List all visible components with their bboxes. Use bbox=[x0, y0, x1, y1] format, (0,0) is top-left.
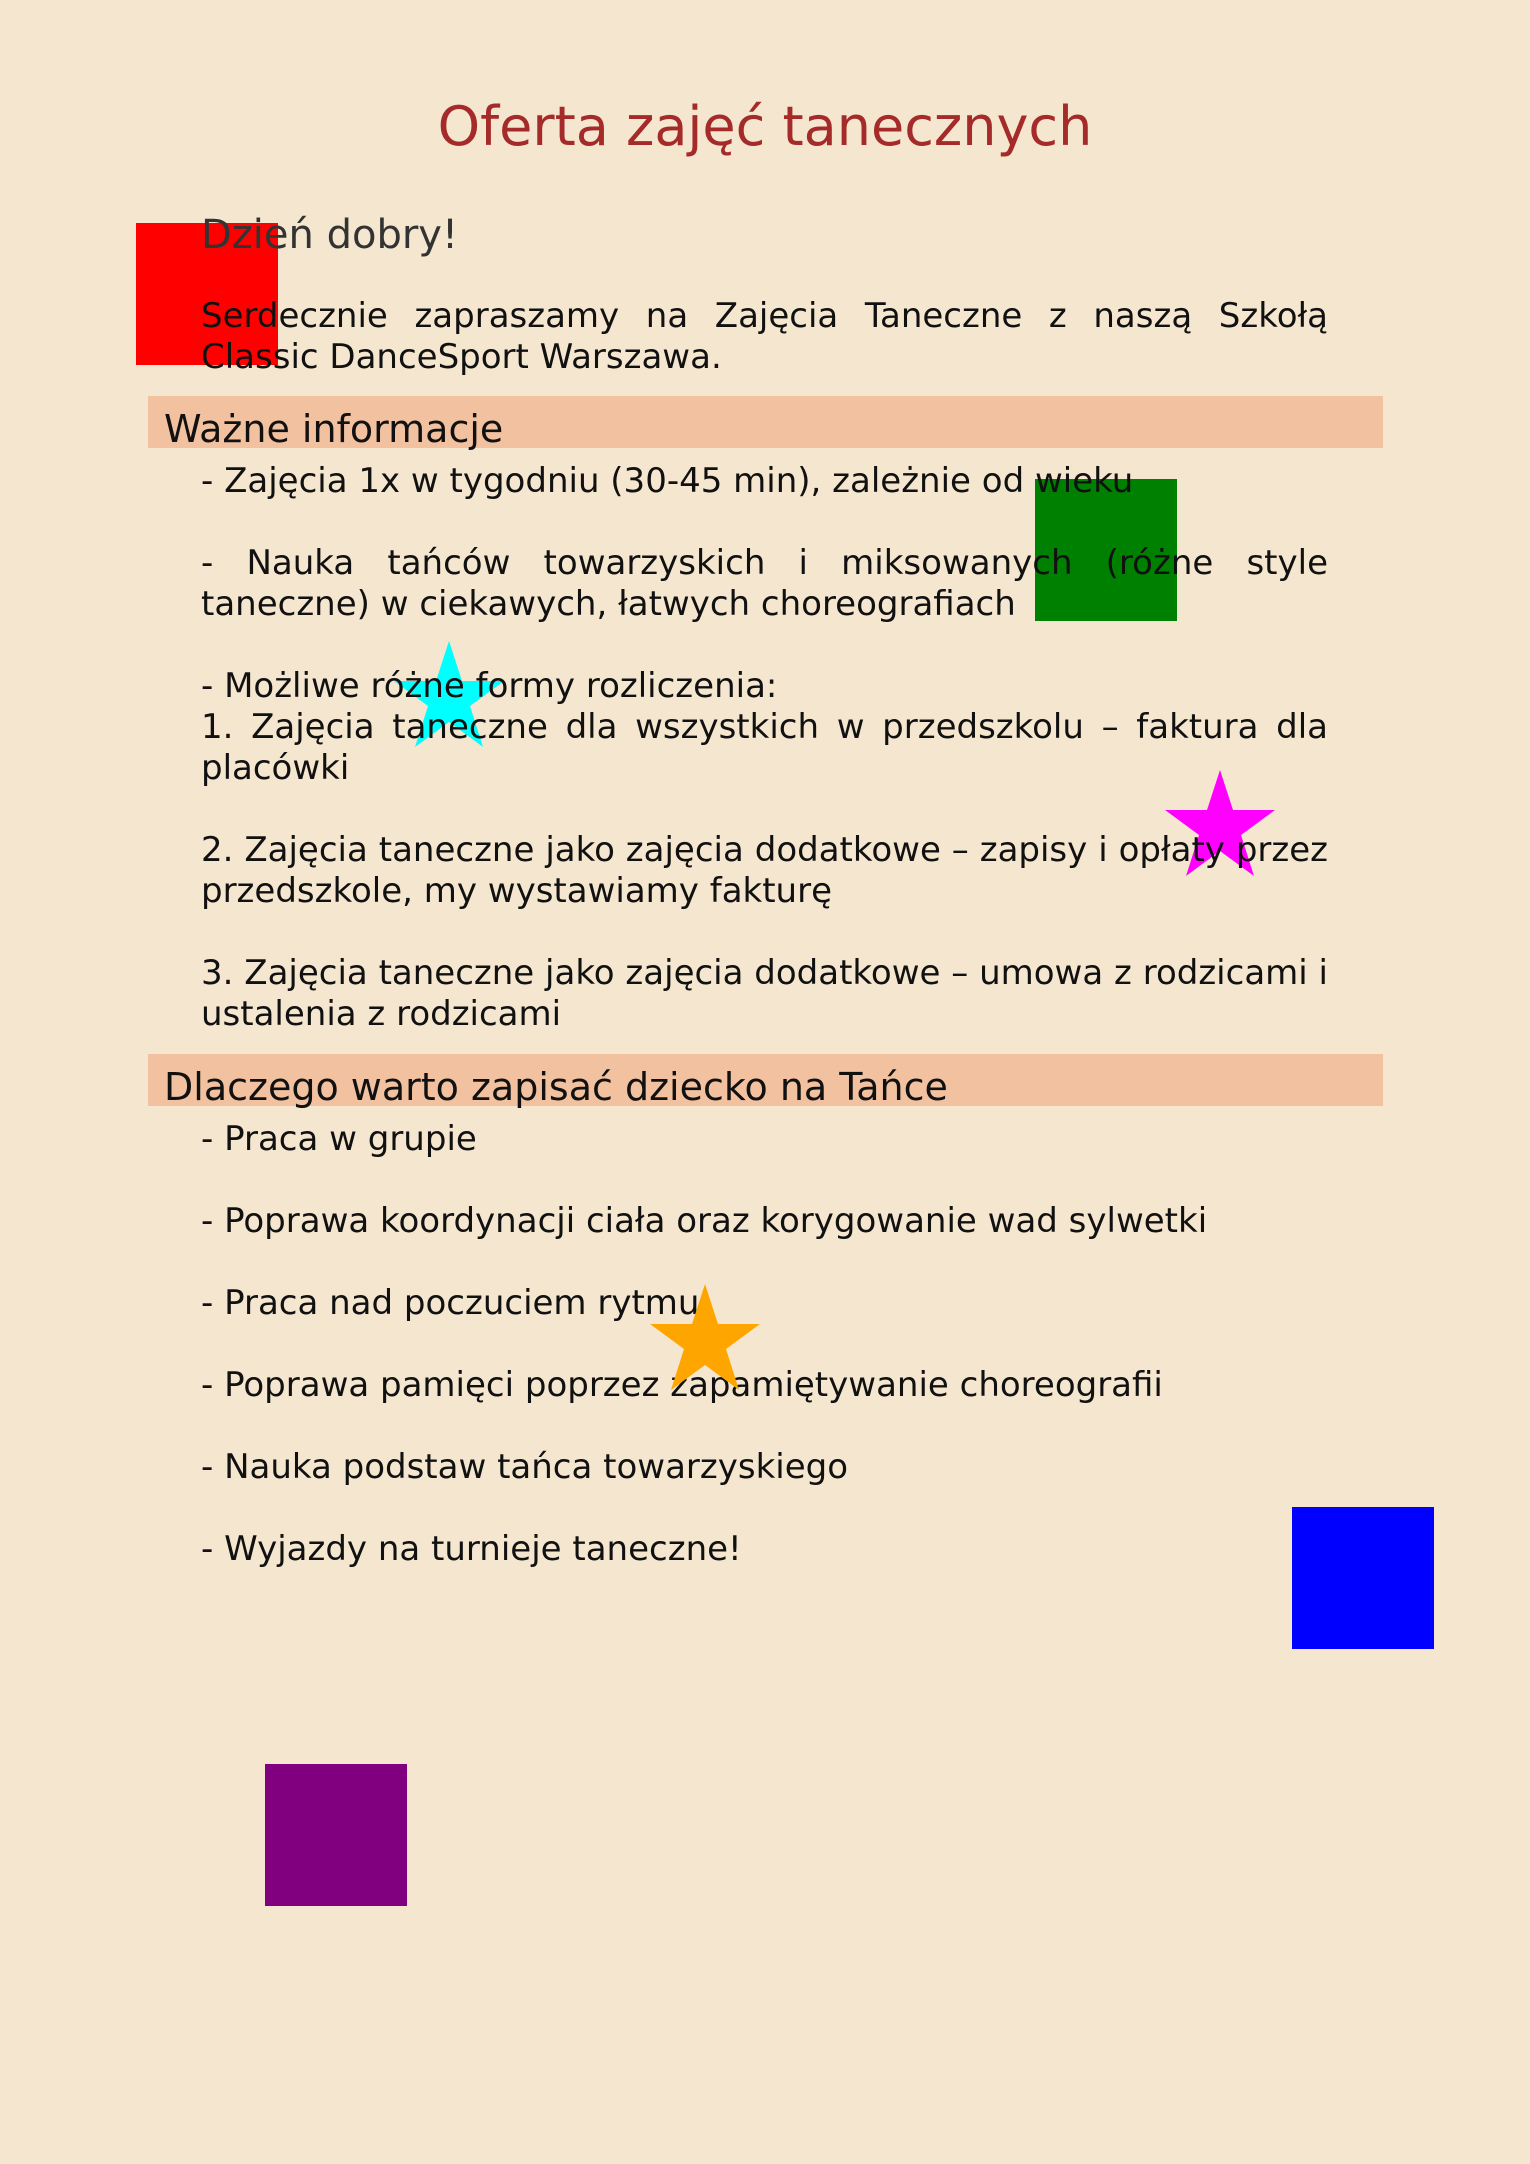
benefit-item: - Wyjazdy na turnieje taneczne! bbox=[201, 1529, 742, 1569]
info-item: - Zajęcia 1x w tygodniu (30-45 min), zależnie od wieku bbox=[201, 461, 1134, 501]
benefit-item: - Nauka podstaw tańca towarzyskiego bbox=[201, 1447, 849, 1487]
page-title: Oferta zajęć tanecznych bbox=[437, 95, 1093, 158]
benefit-item: - Praca w grupie bbox=[201, 1119, 477, 1159]
info-item: - Możliwe różne formy rozliczenia: bbox=[201, 666, 778, 706]
info-item: 2. Zajęcia taneczne jako zajęcia dodatkowe – zapisy i opłaty przez przedszkole, my wystawiamy fakturę bbox=[201, 830, 1328, 911]
benefit-item: - Poprawa koordynacji ciała oraz korygowanie wad sylwetki bbox=[201, 1201, 1208, 1241]
purple-square-decoration bbox=[265, 1764, 407, 1906]
greeting: Dzień dobry! bbox=[201, 212, 458, 258]
section-heading-important: Ważne informacje bbox=[164, 407, 504, 451]
info-item: - Nauka tańców towarzyskich i miksowanych (różne style taneczne) w ciekawych, łatwych choreografiach bbox=[201, 543, 1328, 624]
info-item: 3. Zajęcia taneczne jako zajęcia dodatkowe – umowa z rodzicami i ustalenia z rodzicami bbox=[201, 953, 1328, 1034]
benefit-item: - Poprawa pamięci poprzez zapamiętywanie choreografii bbox=[201, 1365, 1163, 1405]
intro-paragraph: Serdecznie zapraszamy na Zajęcia Taneczne z naszą Szkołą Classic DanceSport Warszawa. bbox=[201, 296, 1328, 377]
orange-star-decoration bbox=[647, 1284, 763, 1396]
benefit-item: - Praca nad poczuciem rytmu bbox=[201, 1283, 700, 1323]
info-item: 1. Zajęcia taneczne dla wszystkich w przedszkolu – faktura dla placówki bbox=[201, 707, 1328, 788]
section-heading-why: Dlaczego warto zapisać dziecko na Tańce bbox=[164, 1065, 948, 1109]
